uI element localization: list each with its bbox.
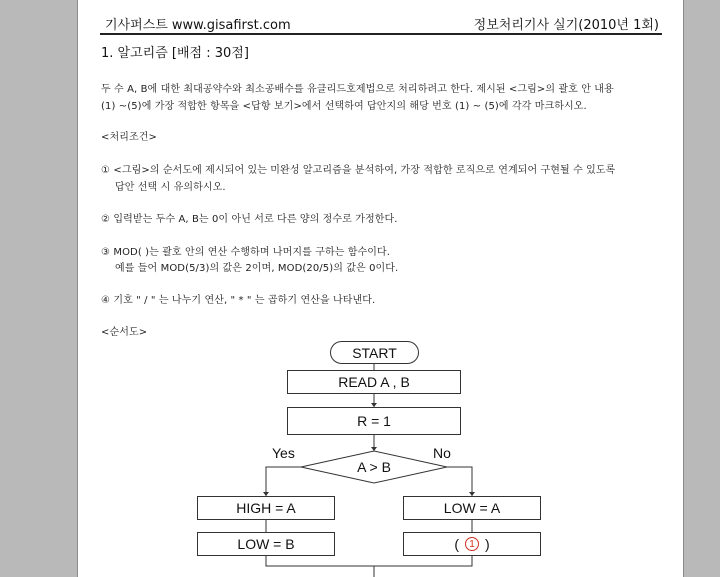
question-title: 1. 알고리즘 [배점 : 30점] bbox=[101, 46, 249, 61]
intro-line-1: 두 수 A, B에 대한 최대공약수와 최소공배수를 유클리드호제법으로 처리하려고 한다. 제시된 <그림>의 괄호 안 내용 bbox=[101, 84, 614, 95]
blank-number-circle: 1 bbox=[465, 537, 479, 551]
site-header: 기사퍼스트 www.gisafirst.com bbox=[105, 18, 291, 33]
start-terminal: START bbox=[330, 341, 419, 364]
condition-3-line-2: 예를 들어 MOD(5/3)의 값은 2이며, MOD(20/5)의 값은 0이다. bbox=[115, 263, 399, 274]
assign-r-box: R = 1 bbox=[287, 407, 461, 435]
blank-1-box bbox=[403, 532, 541, 556]
intro-line-2: (1) ~(5)에 가장 적합한 항목을 <답항 보기>에서 선택하여 답안지의 해당 번호 (1) ~ (5)에 각각 마크하시오. bbox=[101, 101, 587, 112]
exam-header: 정보처리기사 실기(2010년 1회) bbox=[473, 18, 659, 33]
condition-2: ② 입력받는 두수 A, B는 0이 아닌 서로 다른 양의 정수로 가정한다. bbox=[101, 214, 398, 225]
no-label: No bbox=[433, 445, 451, 461]
low-equals-b-box: LOW = B bbox=[197, 532, 335, 556]
document-page bbox=[78, 0, 683, 577]
read-input-box: READ A , B bbox=[287, 370, 461, 394]
blank-open-paren: ( bbox=[454, 536, 459, 552]
condition-3-line-1: ③ MOD( )는 괄호 안의 연산 수행하며 나머지를 구하는 함수이다. bbox=[101, 247, 391, 258]
decision-label: A > B bbox=[357, 459, 391, 475]
condition-1-line-1: ① <그림>의 순서도에 제시되어 있는 미완성 알고리즘을 분석하여, 가장 적합한 로직으로 연계되어 구현될 수 있도록 bbox=[101, 165, 616, 176]
yes-label: Yes bbox=[272, 445, 295, 461]
page-left-edge bbox=[77, 0, 78, 577]
condition-4: ④ 기호 " / " 는 나누기 연산, " * " 는 곱하기 연산을 나타낸다. bbox=[101, 295, 376, 306]
high-equals-a-box: HIGH = A bbox=[197, 496, 335, 520]
flowchart-heading: <순서도> bbox=[101, 327, 148, 338]
low-equals-a-box: LOW = A bbox=[403, 496, 541, 520]
blank-close-paren: ) bbox=[485, 536, 490, 552]
conditions-heading: <처리조건> bbox=[101, 132, 157, 143]
flowchart-connectors bbox=[78, 0, 683, 577]
condition-1-line-2: 답안 선택 시 유의하시오. bbox=[115, 182, 226, 193]
page-right-edge bbox=[683, 0, 684, 577]
